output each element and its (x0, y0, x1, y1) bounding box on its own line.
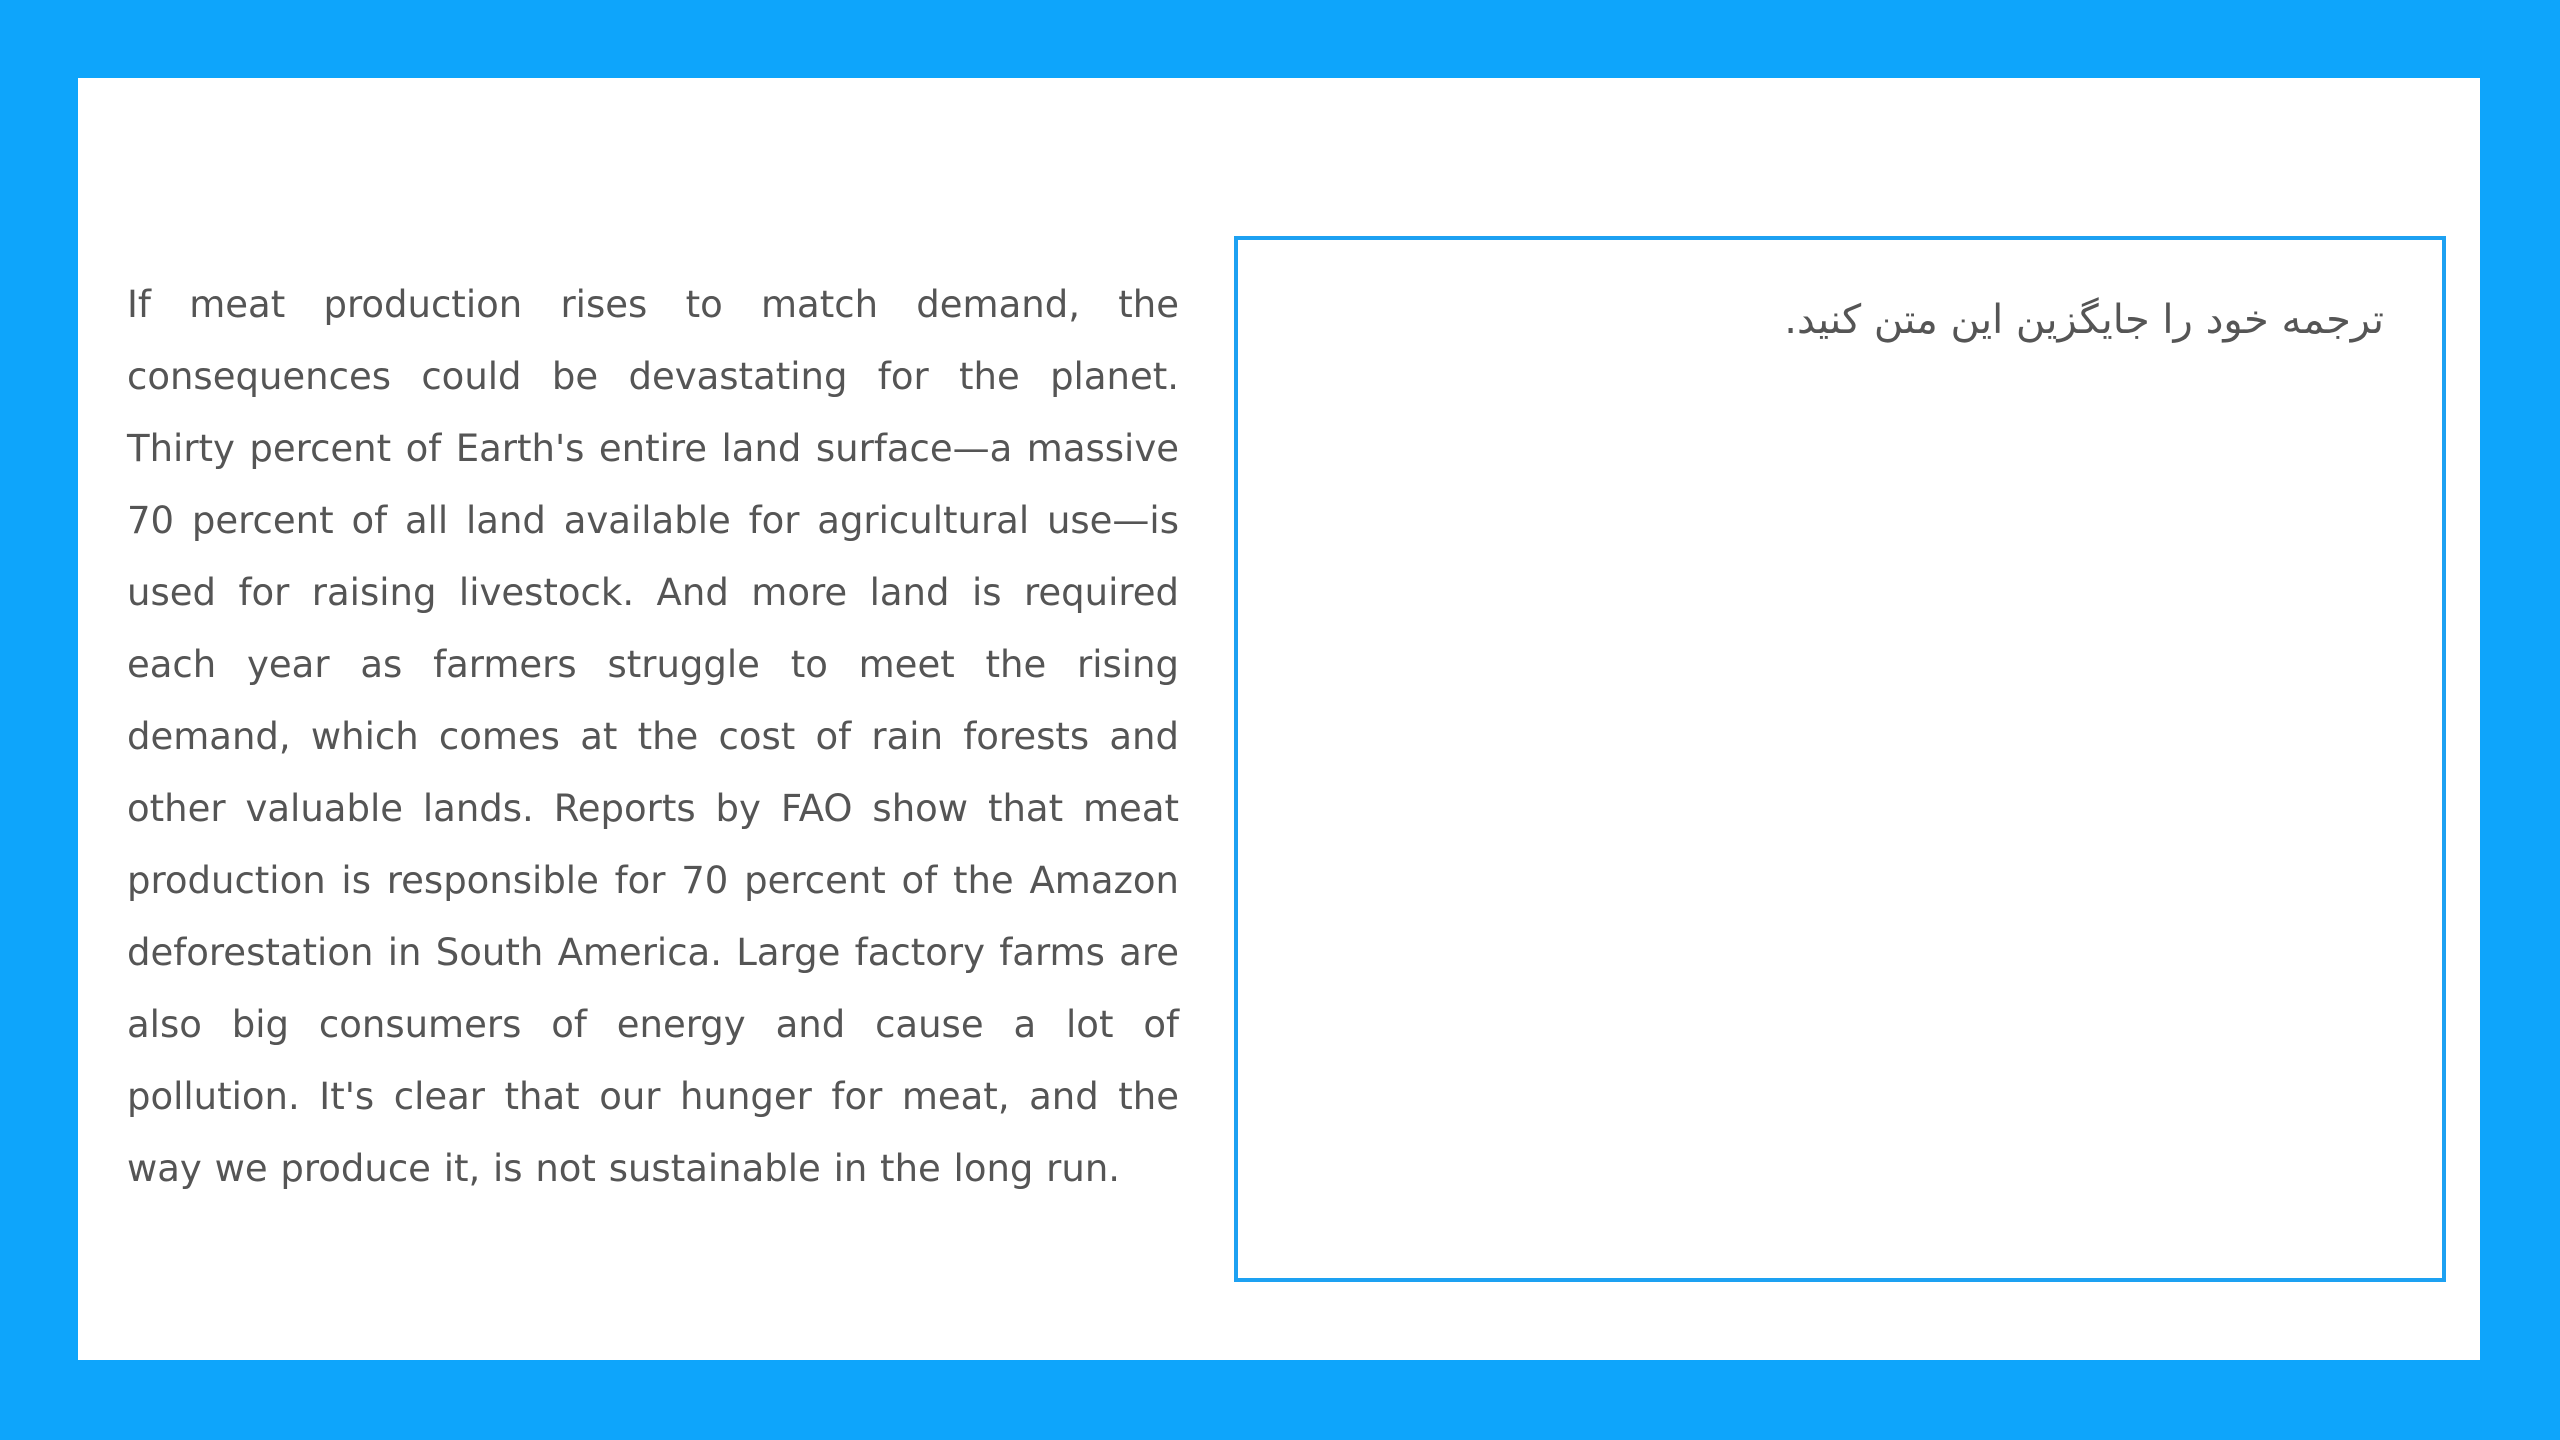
source-paragraph: If meat production rises to match demand, the consequences could be devastating for the planet. Thirty percent of Earth's entire land surface—a massive 70 percent of all land available for agricultural use—is used for raising livestock. And more land is required each year as farmers struggle to meet the rising demand, which comes at the cost of rain forests and other valuable lands. Reports by FAO show that meat production is responsible for 70 percent of the Amazon deforestation in South America. Large factory farms are also big consumers of energy and cause a lot of pollution. It's clear that our hunger for meat, and the way we produce it, is not sustainable in the long run. (127, 283, 1179, 1190)
translation-input-box[interactable] (1234, 236, 2446, 1282)
translation-placeholder-text[interactable]: ترجمه خود را جایگزین این متن کنید. (1784, 297, 2384, 343)
content-card (78, 78, 2480, 1360)
